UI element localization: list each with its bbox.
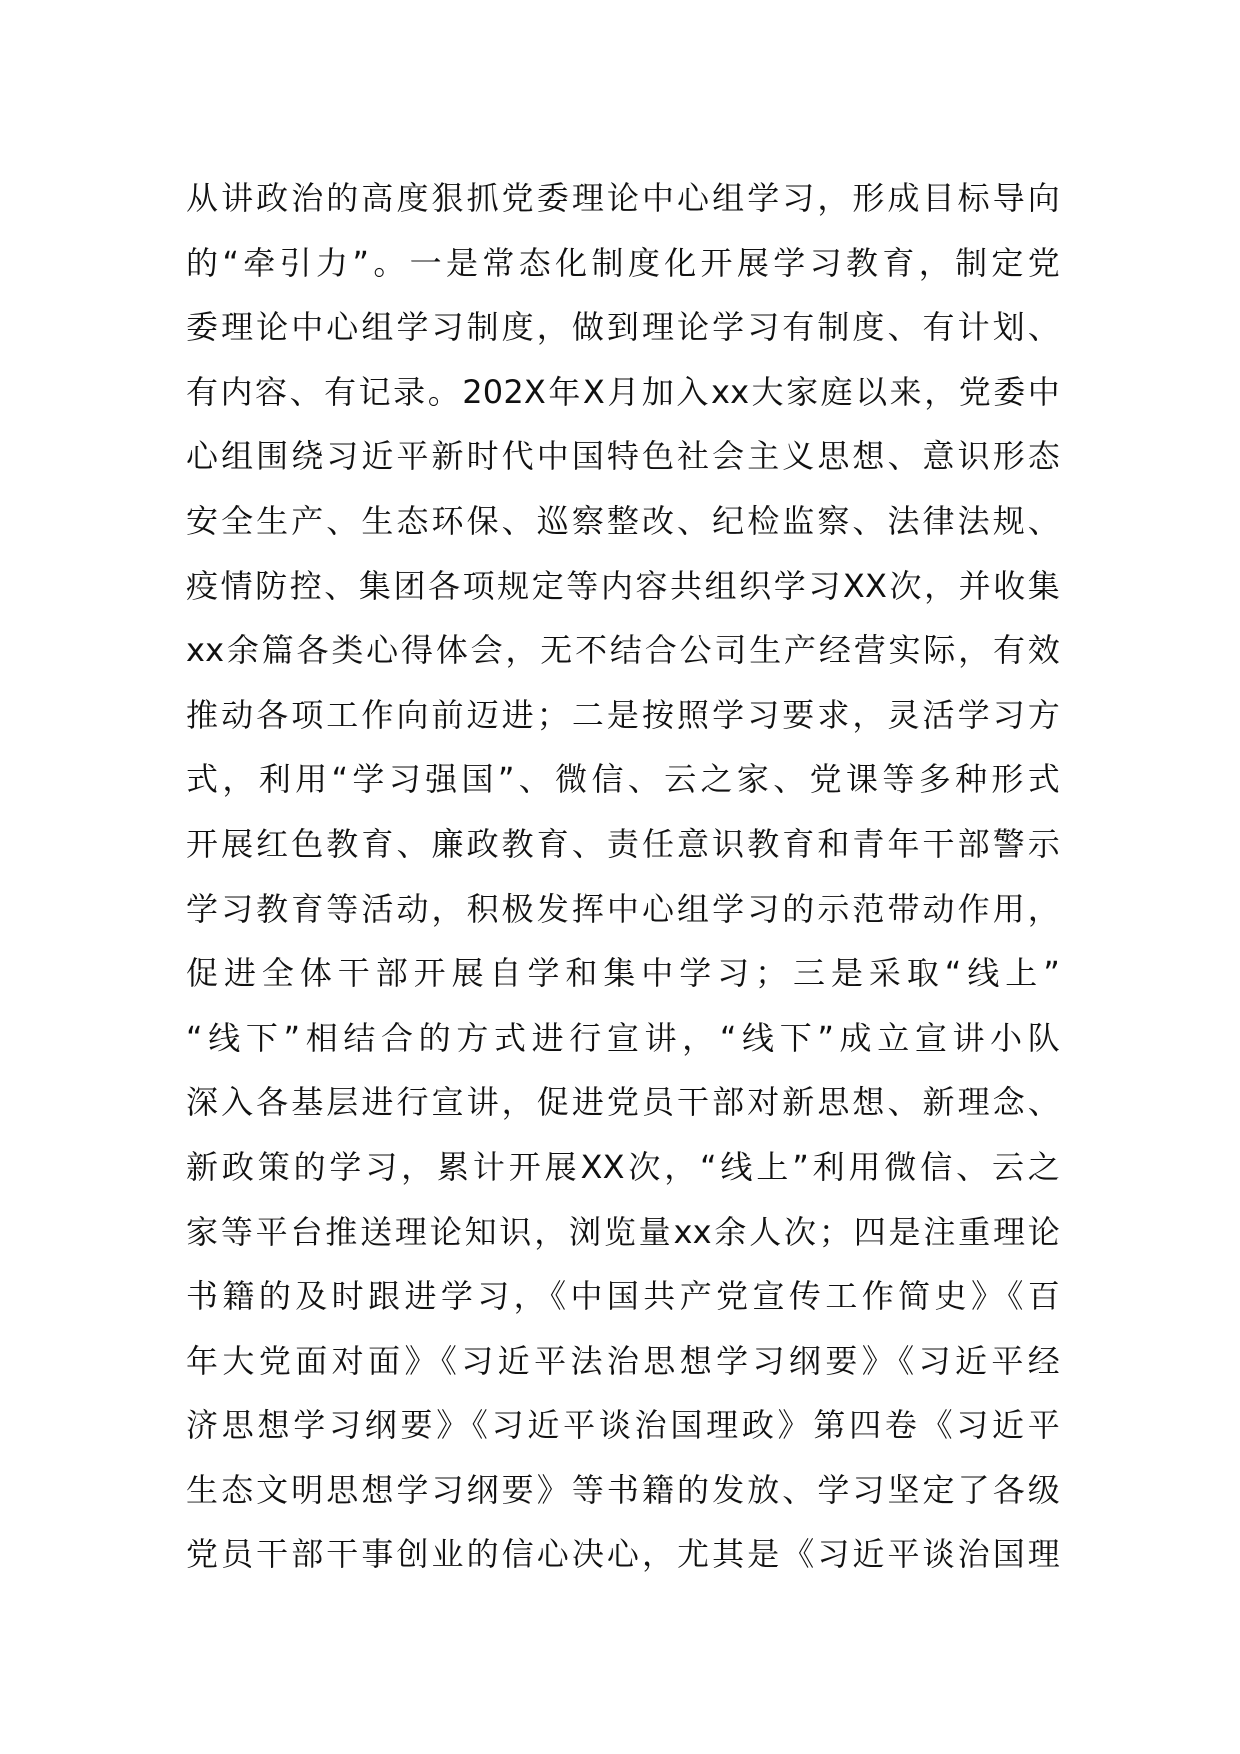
text-line: 促进全体干部开展自学和集中学习；三是采取“线上” <box>186 954 1060 993</box>
text-line: 疫情防控、集团各项规定等内容共组织学习XX次，并收集 <box>186 566 1060 605</box>
text-line: 书籍的及时跟进学习，《中国共产党宣传工作简史》《百 <box>186 1277 1060 1316</box>
text-line: 心组围绕习近平新时代中国特色社会主义思想、意识形态 <box>186 437 1060 476</box>
text-line: 从讲政治的高度狠抓党委理论中心组学习，形成目标导向 <box>186 179 1060 217</box>
text-line: 党员干部干事创业的信心决心，尤其是《习近平谈治国理 <box>186 1535 1060 1574</box>
text-line: 家等平台推送理论知识，浏览量xx余人次；四是注重理论 <box>186 1212 1060 1251</box>
text-line: 推动各项工作向前迈进；二是按照学习要求，灵活学习方 <box>186 695 1060 734</box>
text-line: 年大党面对面》《习近平法治思想学习纲要》《习近平经 <box>186 1341 1060 1380</box>
text-line: xx余篇各类心得体会，无不结合公司生产经营实际，有效 <box>186 631 1060 670</box>
text-line: 安全生产、生态环保、巡察整改、纪检监察、法律法规、 <box>186 501 1060 540</box>
text-line: 的“牵引力”。一是常态化制度化开展学习教育，制定党 <box>186 243 1060 282</box>
text-line: 生态文明思想学习纲要》等书籍的发放、学习坚定了各级 <box>186 1470 1060 1509</box>
text-line: 开展红色教育、廉政教育、责任意识教育和青年干部警示 <box>186 824 1060 863</box>
body-text <box>186 166 1060 1587</box>
text-line: 济思想学习纲要》《习近平谈治国理政》第四卷《习近平 <box>186 1406 1060 1445</box>
text-line: “线下”相结合的方式进行宣讲，“线下”成立宣讲小队 <box>186 1018 1060 1057</box>
text-line: 有内容、有记录。202X年X月加入xx大家庭以来，党委中 <box>186 372 1060 411</box>
text-line: 委理论中心组学习制度，做到理论学习有制度、有计划、 <box>186 308 1060 347</box>
text-line: 深入各基层进行宣讲，促进党员干部对新思想、新理念、 <box>186 1083 1060 1122</box>
text-line: 学习教育等活动，积极发挥中心组学习的示范带动作用， <box>186 889 1060 928</box>
text-line: 新政策的学习，累计开展XX次，“线上”利用微信、云之 <box>186 1147 1060 1186</box>
text-line: 式，利用“学习强国”、微信、云之家、党课等多种形式 <box>186 760 1060 799</box>
